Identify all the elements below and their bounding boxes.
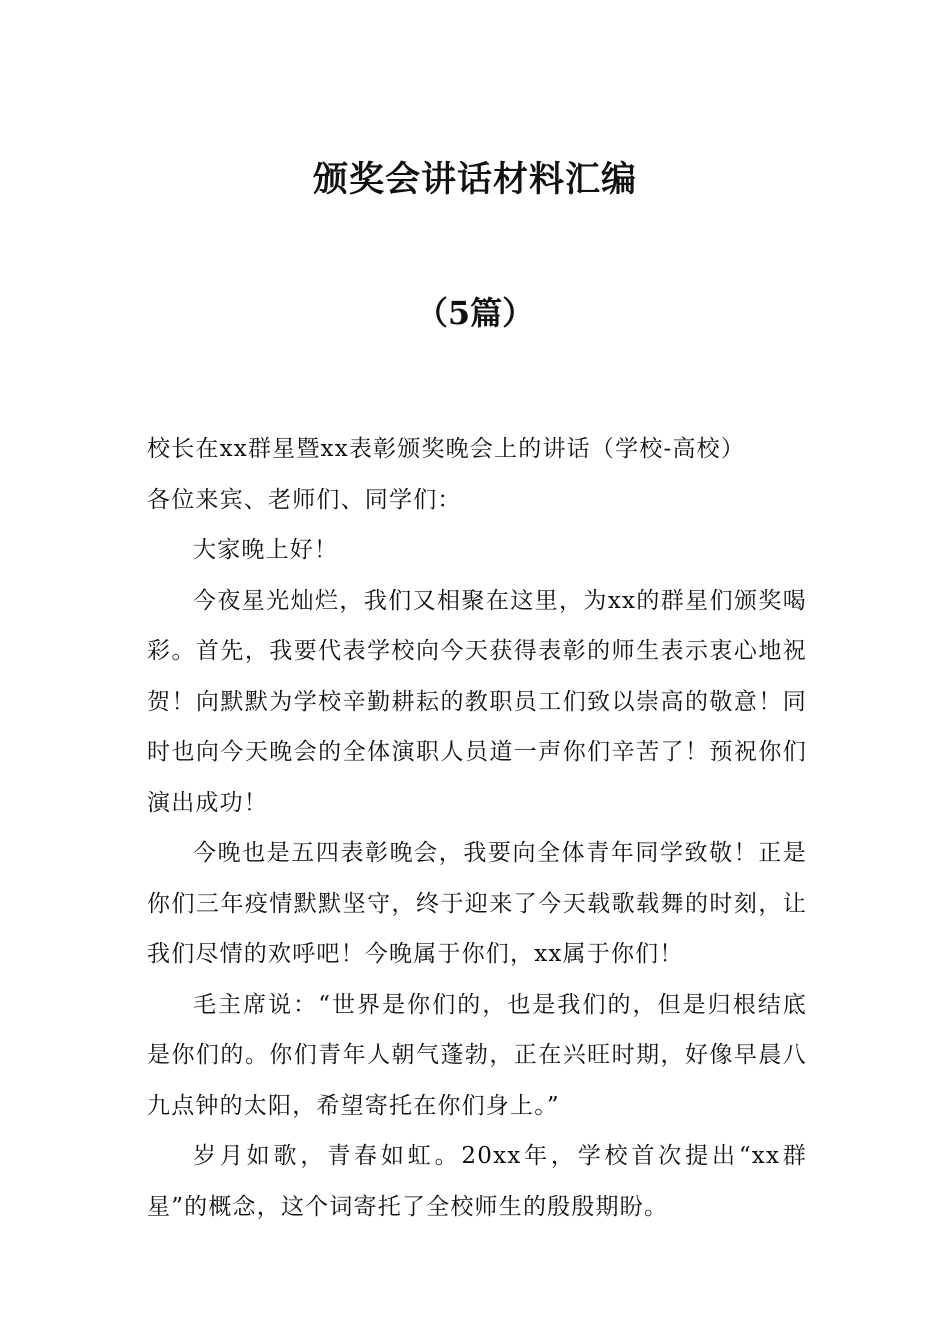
document-title: 颁奖会讲话材料汇编 [312, 159, 637, 200]
salutation: 各位来宾、老师们、同学们： [147, 486, 462, 513]
article-title: 校长在xx群星暨xx表彰颁奖晚会上的讲话（学校-高校） [147, 436, 746, 462]
paragraph-history: 岁月如歌，青春如虹。20xx年，学校首次提出“xx群星”的概念，这个词寄托了全校师生的殷殷期盼。 [147, 1143, 807, 1220]
paragraph-quote: 毛主席说：“世界是你们的，也是我们的，但是归根结底是你们的。你们青年人朝气蓬勃，正在兴旺时期，好像早晨八九点钟的太阳，希望寄托在你们身上。” [147, 991, 807, 1119]
document-subtitle: （5篇） [415, 294, 535, 332]
paragraph-opening: 今夜星光灿烂，我们又相聚在这里，为xx的群星们颁奖喝彩。首先，我要代表学校向今天获得表彰的师生表示衷心地祝贺！向默默为学校辛勤耕耘的教职员工们致以崇高的敬意！同时也向今天晚会的全体演职人员道一声你们辛苦了！预祝你们演出成功！ [147, 587, 807, 816]
paragraph-greeting: 大家晚上好！ [193, 537, 339, 563]
paragraph-youth-day: 今晚也是五四表彰晚会，我要向全体青年同学致敬！正是你们三年疫情默默坚守，终于迎来了今天载歌载舞的时刻，让我们尽情的欢呼吧！今晚属于你们，xx属于你们！ [147, 840, 807, 967]
document-body [147, 424, 807, 1232]
